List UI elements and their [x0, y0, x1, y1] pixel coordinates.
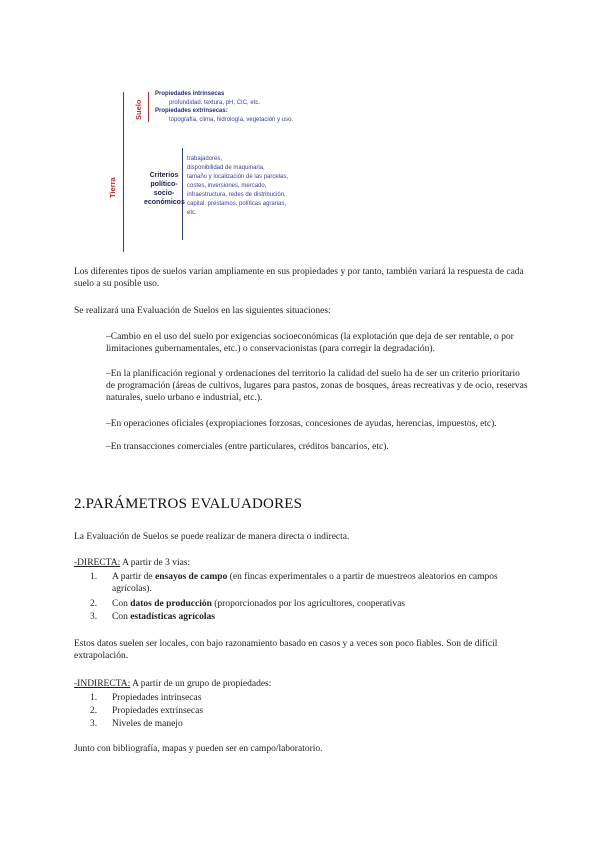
item-text: Niveles de manejo: [112, 719, 183, 729]
item-text: Con: [112, 599, 131, 609]
intrinsic-title: Propiedades intrínsecas: [155, 91, 225, 97]
intrinsic-block: [155, 90, 293, 124]
list-number: 1.: [90, 693, 98, 703]
item-text: Propiedades intrínsecas: [112, 693, 202, 703]
directa-note: Estos datos suelen ser locales, con bajo razonamiento basado en casos y a veces son poco fiables. Son de difícil extrapolación.: [74, 639, 498, 661]
indirecta-label: -INDIRECTA:: [74, 679, 131, 689]
item-text: Propiedades extrínsecas: [112, 706, 204, 716]
item-text: Con: [112, 612, 131, 622]
situations-intro: Se realizará una Evaluación de Suelos en las siguientes situaciones:: [74, 306, 331, 316]
diagram-bracket-suelo: [148, 92, 149, 122]
situation-item: –En transacciones comerciales (entre particulares, créditos bancarios, etc).: [106, 442, 389, 452]
indirecta-heading: [74, 678, 271, 690]
criterios-list: [187, 155, 288, 218]
item-text: (proporcionados por los agricultores, cooperativas: [211, 599, 405, 609]
suelo-label: Suelo: [134, 99, 143, 120]
list-number: 3.: [90, 719, 98, 729]
list-number: 2.: [90, 599, 98, 609]
criterios-item: costes, inversiones, mercado,: [187, 183, 267, 189]
intro-paragraph: Los diferentes tipos de suelos varían ampliamente en sus propiedades y por tanto, también variará la respuesta de cada suelo a su posible uso.: [74, 267, 524, 289]
diagram-bracket-tierra: [123, 92, 124, 252]
criterios-item: tamaño y localización de las parcelas,: [187, 174, 289, 180]
item-bold: estadísticas agrícolas: [130, 612, 215, 622]
criterios-item: infraestructura, redes de distribución,: [187, 192, 286, 198]
extrinsic-title: Propiedades extrínsecas:: [155, 108, 228, 114]
criterios-item: trabajadores,: [187, 156, 223, 162]
directa-label: -DIRECTA:: [74, 558, 121, 568]
closing-paragraph: Junto con bibliografía, mapas y pueden ser en campo/laboratorio.: [74, 744, 323, 754]
tierra-label: Tierra: [108, 177, 117, 198]
criterios-item: etc.: [187, 210, 197, 216]
criterios-item: disponibilidad de maquinaria,: [187, 165, 265, 171]
intrinsic-items: profundidad, textura, pH, CIC, etc.: [169, 99, 261, 106]
criterios-label: Criterios político-socio-económicos: [144, 172, 185, 206]
extrinsic-items: topografía, clima, hidrología, vegetación y uso.: [169, 116, 294, 123]
situation-item: –Cambio en el uso del suelo por exigencias socioeconómicas (la explotación que deja de ser rentable, o por limitaciones gubernamentales, etc.) o conservacionistas (para corregir la degradación).: [106, 332, 514, 354]
directa-text: A partir de 3 vías:: [120, 558, 191, 568]
situation-item: –En operaciones oficiales (expropiaciones forzosas, concesiones de ayudas, herencias, impuestos, etc).: [106, 419, 497, 429]
criterios-item: capital, préstamos, políticas agrarias,: [187, 201, 287, 207]
item-bold: datos de producción: [130, 599, 212, 609]
list-number: 2.: [90, 706, 98, 716]
indirecta-text: A partir de un grupo de propiedades:: [130, 679, 272, 689]
soil-diagram: [100, 80, 360, 245]
item-bold: ensayos de campo: [155, 572, 228, 582]
list-number: 1.: [90, 572, 98, 582]
item-text: (en fincas experimentales o a partir de muestreos aleatorios en campos agrícolas).: [112, 572, 498, 594]
item-text: A partir de: [112, 572, 156, 582]
list-number: 3.: [90, 612, 98, 622]
situation-item: –En la planificación regional y ordenaciones del territorio la calidad del suelo ha de ser un criterio prioritario de programación (áreas de cultivos, lugares para pastos, zonas de bosques, áreas recreativas y de ocio, reservas naturales, suelo urbano e industrial, etc.).: [106, 369, 528, 403]
section-heading: 2.PARÁMETROS EVALUADORES: [74, 496, 303, 512]
directa-heading: [74, 557, 190, 569]
section-intro: La Evaluación de Suelos se puede realizar de manera directa o indirecta.: [74, 532, 350, 542]
